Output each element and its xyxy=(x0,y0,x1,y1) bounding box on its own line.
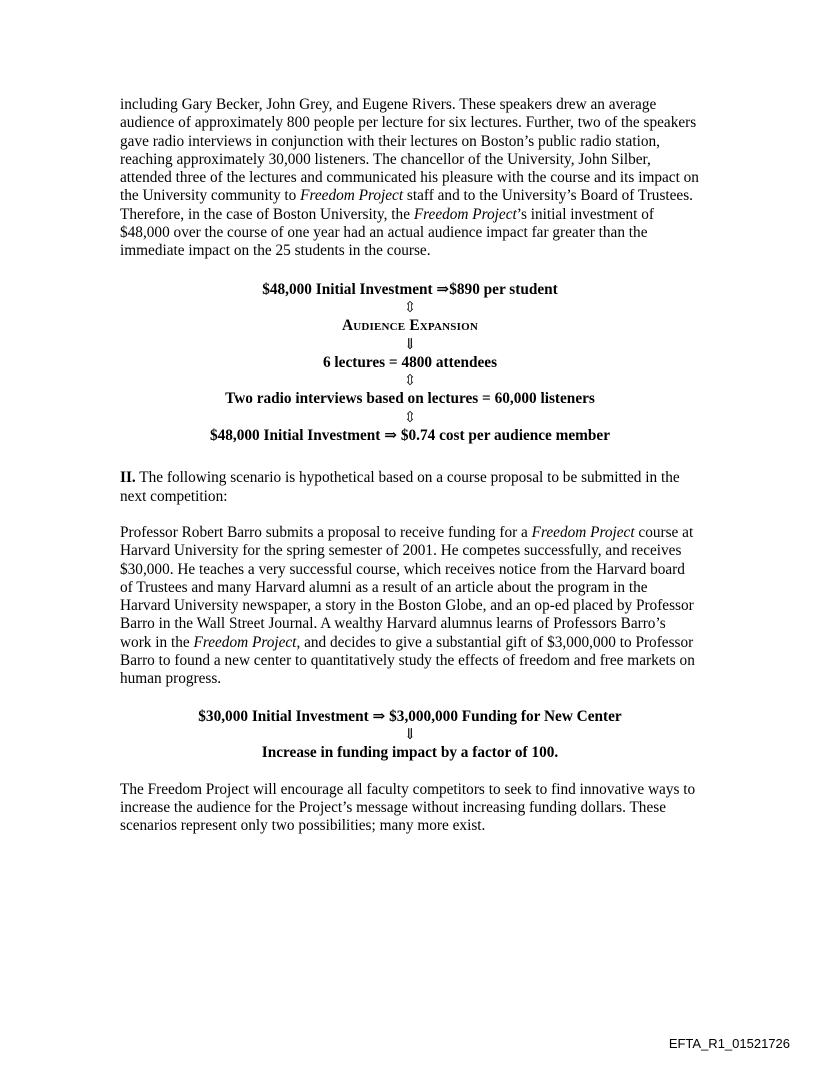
text-run: including Gary Becker, John Grey, and Eugene Rivers. These speakers drew an average audience of approximately 800 people per lecture for six lectures. Further, two of the speakers gave radio interviews in conjunction with their lectures on Boston’s public radio station, reaching approximately 30,000 listeners. The chancellor of the University, John Silber, attended three of the lectures and communicated his pleasure with the course and its impact on the University community to xyxy=(120,96,699,205)
section-ii-intro xyxy=(120,469,700,506)
italic-run: Freedom Project xyxy=(300,187,404,205)
up-down-arrow-icon: ⇳ xyxy=(403,409,417,426)
text-run: Professor Robert Barro submits a proposal to receive funding for a xyxy=(120,523,532,541)
down-arrow-icon: ⇓ xyxy=(403,726,417,743)
italic-run: Freedom Project xyxy=(413,205,517,223)
down-arrow-icon: ⇓ xyxy=(403,336,417,353)
up-down-arrow-icon: ⇳ xyxy=(403,299,417,316)
diagram-line-lectures: 6 lectures = 4800 attendees xyxy=(322,353,498,371)
diagram-line-cost-per-member: $48,000 Initial Investment ⇒ $0.74 cost per audience member xyxy=(209,427,611,445)
diagram-line-radio-interviews: Two radio interviews based on lectures = 60,000 listeners xyxy=(225,390,595,408)
diagram-audience-expansion xyxy=(120,281,700,446)
text-run: course at Harvard University for the spring semester of 2001. He competes successfully, and receives $30,000. He teaches a very successful course, which receives notice from the Harvard board of Trustees and many Harvard alumni as a result of an article about the program in the Harvard University newspaper, a story in the Boston Globe, and an op-ed placed by Professor Barro in the Wall Street Journal. A wealthy Harvard alumnus learns of Professors Barro’s work in the xyxy=(120,523,694,651)
diagram-line-factor-increase: Increase in funding impact by a factor of 100. xyxy=(261,744,559,762)
text-run: , and decides to give a substantial gift of $3,000,000 to Professor Barro to found a new center to quantitatively study the effects of freedom and free markets on human progress. xyxy=(120,633,695,688)
italic-run: Freedom Project xyxy=(531,523,635,541)
paragraph-harvard-scenario xyxy=(120,524,700,689)
diagram-line-harvard-investment: $30,000 Initial Investment ⇒ $3,000,000 Funding for New Center xyxy=(198,707,622,725)
section-label: II. xyxy=(120,469,136,487)
paragraph-boston-university xyxy=(120,96,700,261)
up-down-arrow-icon: ⇳ xyxy=(403,373,417,390)
document-page xyxy=(120,96,700,835)
paragraph-conclusion: The Freedom Project will encourage all faculty competitors to seek to find innovative ways to increase the audience for the Project’s message without increasing funding dollars. These scenarios represent only two possibilities; many more exist. xyxy=(120,780,696,835)
text-run: ’s initial investment of $48,000 over the course of one year had an actual audience impact far greater than the immediate impact on the 25 students in the course. xyxy=(120,205,654,260)
diagram-line-audience-expansion: Audience Expansion xyxy=(341,317,479,335)
text-run: staff and to the University’s Board of Trustees. Therefore, in the case of Boston University, the xyxy=(120,187,694,223)
diagram-line-initial-investment: $48,000 Initial Investment ⇒$890 per student xyxy=(262,280,558,298)
document-id: EFTA_R1_01521726 xyxy=(668,1036,790,1051)
diagram-funding-impact xyxy=(120,708,700,763)
italic-run: Freedom Project xyxy=(193,633,297,651)
text-run: The following scenario is hypothetical based on a course proposal to be submitted in the next competition: xyxy=(120,469,680,505)
